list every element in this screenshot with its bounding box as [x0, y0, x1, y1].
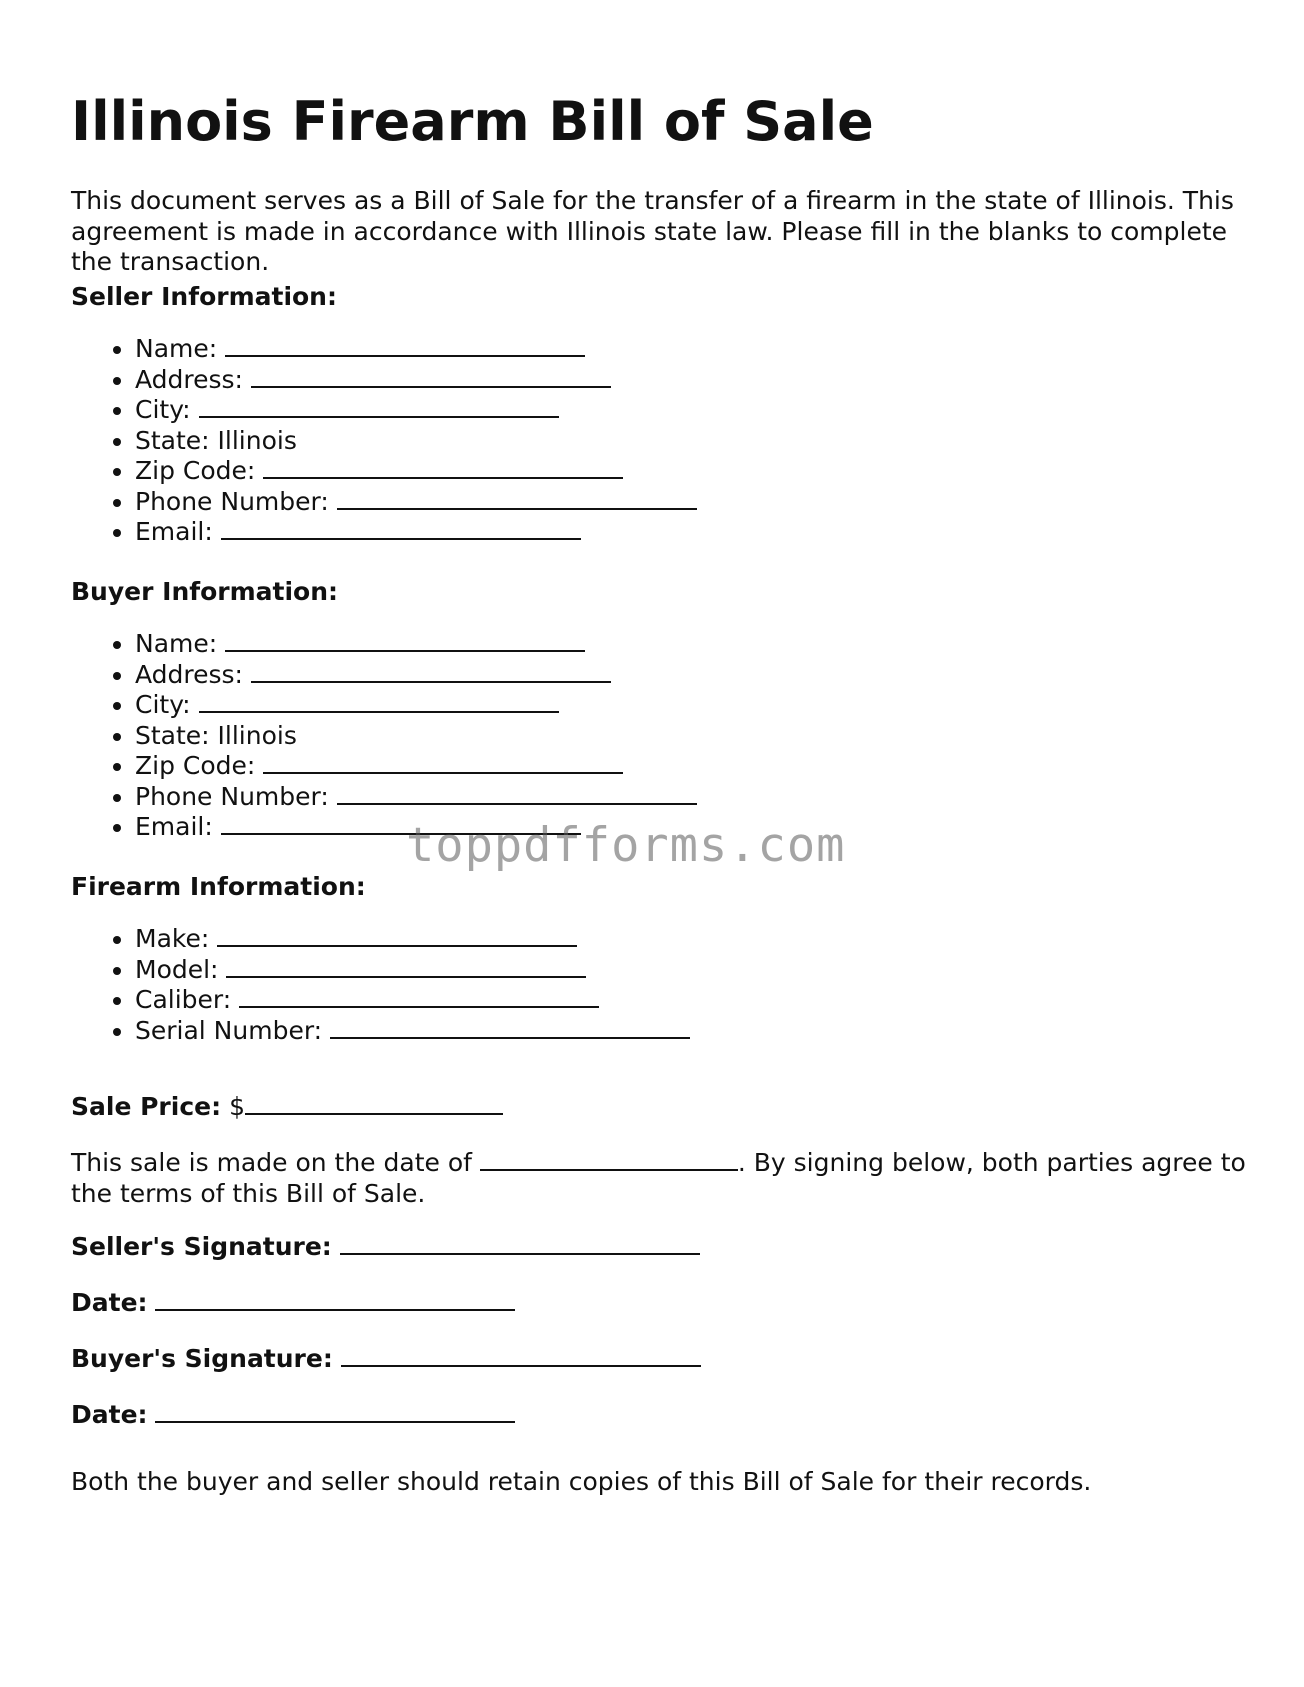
- buyer-city-blank[interactable]: [199, 690, 559, 713]
- intro-text: This document serves as a Bill of Sale for the transfer of a firearm in the state of Illinois. This agreement is made in accordance with Illinois state law. Please fill in the blanks to complete the transaction.: [71, 186, 1234, 276]
- buyer-signature-line: [71, 1344, 701, 1375]
- firearm-caliber-blank[interactable]: [239, 985, 599, 1008]
- field-label: Make:: [135, 924, 210, 953]
- buyer-zip-blank[interactable]: [263, 751, 623, 774]
- firearm-serial-blank[interactable]: [330, 1016, 690, 1039]
- field-label: State: Illinois: [135, 425, 297, 455]
- buyer-date-label: Date:: [71, 1400, 148, 1429]
- document-title: Illinois Firearm Bill of Sale: [71, 90, 874, 153]
- field-label: Address:: [135, 659, 243, 689]
- buyer-fields: [71, 629, 697, 843]
- firearm-make-field: [135, 924, 690, 955]
- field-label: Serial Number:: [135, 1015, 323, 1045]
- field-label: Address:: [135, 364, 243, 394]
- firearm-model-field: [135, 955, 690, 986]
- field-label: Zip Code:: [135, 751, 256, 780]
- buyer-date-blank[interactable]: [155, 1400, 515, 1423]
- field-label: Email:: [135, 812, 213, 841]
- seller-phone-field: [135, 487, 697, 518]
- footer-note: Both the buyer and seller should retain copies of this Bill of Sale for their records.: [71, 1467, 1092, 1496]
- buyer-zip-field: [135, 751, 697, 782]
- seller-city-field: [135, 395, 697, 426]
- field-label: Zip Code:: [135, 456, 256, 485]
- currency-symbol: $: [229, 1092, 245, 1121]
- field-label: Email:: [135, 517, 213, 546]
- buyer-phone-blank[interactable]: [337, 782, 697, 805]
- buyer-signature-label: Buyer's Signature:: [71, 1344, 333, 1373]
- sale-date-text-before: This sale is made on the date of: [71, 1148, 472, 1177]
- field-label: Caliber:: [135, 985, 232, 1014]
- field-label: Model:: [135, 954, 219, 984]
- field-label: City:: [135, 395, 191, 424]
- seller-city-blank[interactable]: [199, 395, 559, 418]
- buyer-city-field: [135, 690, 697, 721]
- field-label: State: Illinois: [135, 720, 297, 750]
- seller-name-blank[interactable]: [225, 334, 585, 357]
- sale-date-text-after: . By signing below, both parties agree to the terms of this Bill of Sale.: [71, 1148, 1246, 1208]
- sale-price-label: Sale Price:: [71, 1092, 222, 1121]
- field-label: City:: [135, 690, 191, 719]
- seller-address-blank[interactable]: [251, 365, 611, 388]
- seller-phone-blank[interactable]: [337, 487, 697, 510]
- seller-email-field: [135, 517, 697, 548]
- field-label: Name:: [135, 334, 218, 363]
- buyer-phone-field: [135, 782, 697, 813]
- buyer-address-field: [135, 660, 697, 691]
- field-label: Phone Number:: [135, 781, 329, 811]
- seller-date-blank[interactable]: [155, 1288, 515, 1311]
- firearm-serial-field: [135, 1016, 690, 1047]
- sale-price-line: [71, 1092, 503, 1123]
- buyer-date-line: [71, 1400, 515, 1431]
- buyer-address-blank[interactable]: [251, 660, 611, 683]
- firearm-fields: [71, 924, 690, 1046]
- buyer-heading: Buyer Information:: [71, 577, 339, 606]
- firearm-caliber-field: [135, 985, 690, 1016]
- seller-address-field: [135, 365, 697, 396]
- buyer-name-field: [135, 629, 697, 660]
- seller-date-label: Date:: [71, 1288, 148, 1317]
- firearm-make-blank[interactable]: [217, 924, 577, 947]
- buyer-signature-blank[interactable]: [341, 1344, 701, 1367]
- seller-date-line: [71, 1288, 515, 1319]
- firearm-model-blank[interactable]: [226, 955, 586, 978]
- seller-heading: Seller Information:: [71, 282, 337, 311]
- intro-paragraph: [71, 186, 1251, 278]
- sale-price-blank[interactable]: [245, 1092, 503, 1115]
- firearm-heading: Firearm Information:: [71, 872, 366, 901]
- seller-zip-field: [135, 456, 697, 487]
- watermark-text: toppdfforms.com: [406, 818, 846, 873]
- buyer-state-field: [135, 721, 697, 752]
- buyer-name-blank[interactable]: [225, 629, 585, 652]
- seller-signature-line: [71, 1232, 700, 1263]
- seller-signature-blank[interactable]: [340, 1232, 700, 1255]
- seller-signature-label: Seller's Signature:: [71, 1232, 332, 1261]
- seller-email-blank[interactable]: [221, 517, 581, 540]
- seller-zip-blank[interactable]: [263, 456, 623, 479]
- seller-fields: [71, 334, 697, 548]
- sale-date-paragraph: [71, 1148, 1251, 1209]
- seller-state-field: [135, 426, 697, 457]
- seller-name-field: [135, 334, 697, 365]
- field-label: Name:: [135, 629, 218, 658]
- field-label: Phone Number:: [135, 486, 329, 516]
- sale-date-blank[interactable]: [480, 1148, 738, 1171]
